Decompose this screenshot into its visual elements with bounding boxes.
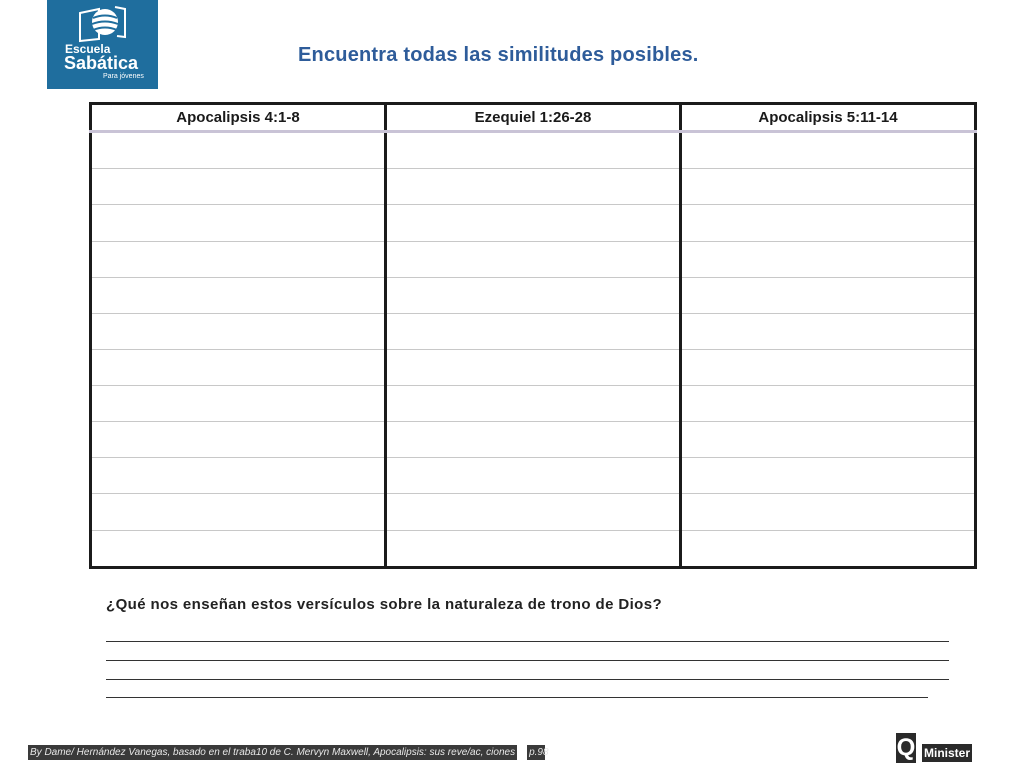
escuela-sabatica-logo xyxy=(47,0,158,89)
answer-line[interactable] xyxy=(106,660,949,661)
table-cell[interactable] xyxy=(386,132,681,169)
table-cell[interactable] xyxy=(91,313,386,349)
table-row xyxy=(91,386,976,422)
answer-line[interactable] xyxy=(106,641,949,642)
table-cell[interactable] xyxy=(681,349,976,385)
table-cell[interactable] xyxy=(386,205,681,241)
table-cell[interactable] xyxy=(91,458,386,494)
table-cell[interactable] xyxy=(386,313,681,349)
table-cell[interactable] xyxy=(386,277,681,313)
table-cell[interactable] xyxy=(681,241,976,277)
table-cell[interactable] xyxy=(386,422,681,458)
answer-line[interactable] xyxy=(106,697,928,698)
table-cell[interactable] xyxy=(386,349,681,385)
table-cell[interactable] xyxy=(681,169,976,205)
footer-page: p.98 xyxy=(529,747,549,758)
footer-credit-bar xyxy=(28,745,549,760)
footer-credit: By Dame/ Hernández Vanegas, basado en el traba10 de C. Mervyn Maxwell, Apocalipsis: sus reve/ac, ciones xyxy=(30,747,516,758)
logo-line1: Escuela xyxy=(65,42,111,56)
footer-divider xyxy=(517,745,527,760)
table-cell[interactable] xyxy=(681,386,976,422)
table-cell[interactable] xyxy=(681,277,976,313)
ministry-logo-name: Minister xyxy=(924,746,971,760)
table-row xyxy=(91,458,976,494)
column-header-apocalipsis-5: Apocalipsis 5:11-14 xyxy=(681,104,976,132)
table-cell[interactable] xyxy=(681,205,976,241)
table-cell[interactable] xyxy=(91,241,386,277)
table-row xyxy=(91,313,976,349)
table-cell[interactable] xyxy=(386,530,681,567)
table-cell[interactable] xyxy=(681,458,976,494)
table-header-row xyxy=(91,104,976,132)
reflection-question: ¿Qué nos enseñan estos versículos sobre la naturaleza de trono de Dios? xyxy=(106,596,663,613)
table-cell[interactable] xyxy=(91,422,386,458)
table-cell[interactable] xyxy=(91,132,386,169)
table-cell[interactable] xyxy=(91,277,386,313)
table-cell[interactable] xyxy=(681,422,976,458)
table-row xyxy=(91,241,976,277)
table-cell[interactable] xyxy=(91,169,386,205)
table-cell[interactable] xyxy=(386,169,681,205)
table-row xyxy=(91,349,976,385)
logo-line2: Sabática xyxy=(64,53,139,73)
table-cell[interactable] xyxy=(681,530,976,567)
table-cell[interactable] xyxy=(681,132,976,169)
globe-book-icon xyxy=(77,3,127,43)
table-row xyxy=(91,422,976,458)
table-cell[interactable] xyxy=(91,205,386,241)
table-cell[interactable] xyxy=(386,241,681,277)
table-cell[interactable] xyxy=(91,386,386,422)
column-header-apocalipsis-4: Apocalipsis 4:1-8 xyxy=(91,104,386,132)
ministry-logo-mark: Q xyxy=(896,734,916,761)
logo-line3: Para jóvenes xyxy=(103,73,144,80)
table-cell[interactable] xyxy=(386,458,681,494)
answer-line[interactable] xyxy=(106,679,949,680)
table-cell[interactable] xyxy=(91,349,386,385)
column-header-ezequiel-1: Ezequiel 1:26-28 xyxy=(386,104,681,132)
table-row xyxy=(91,205,976,241)
table-cell[interactable] xyxy=(386,494,681,530)
page-title: Encuentra todas las similitudes posibles. xyxy=(298,44,699,66)
table-cell[interactable] xyxy=(91,530,386,567)
comparison-table xyxy=(89,102,977,569)
table-cell[interactable] xyxy=(681,313,976,349)
table-row xyxy=(91,277,976,313)
table-row xyxy=(91,169,976,205)
table-row xyxy=(91,132,976,169)
table-body xyxy=(91,132,976,568)
table-cell[interactable] xyxy=(681,494,976,530)
table-row xyxy=(91,494,976,530)
table-row xyxy=(91,530,976,567)
table-cell[interactable] xyxy=(91,494,386,530)
table-cell[interactable] xyxy=(386,386,681,422)
